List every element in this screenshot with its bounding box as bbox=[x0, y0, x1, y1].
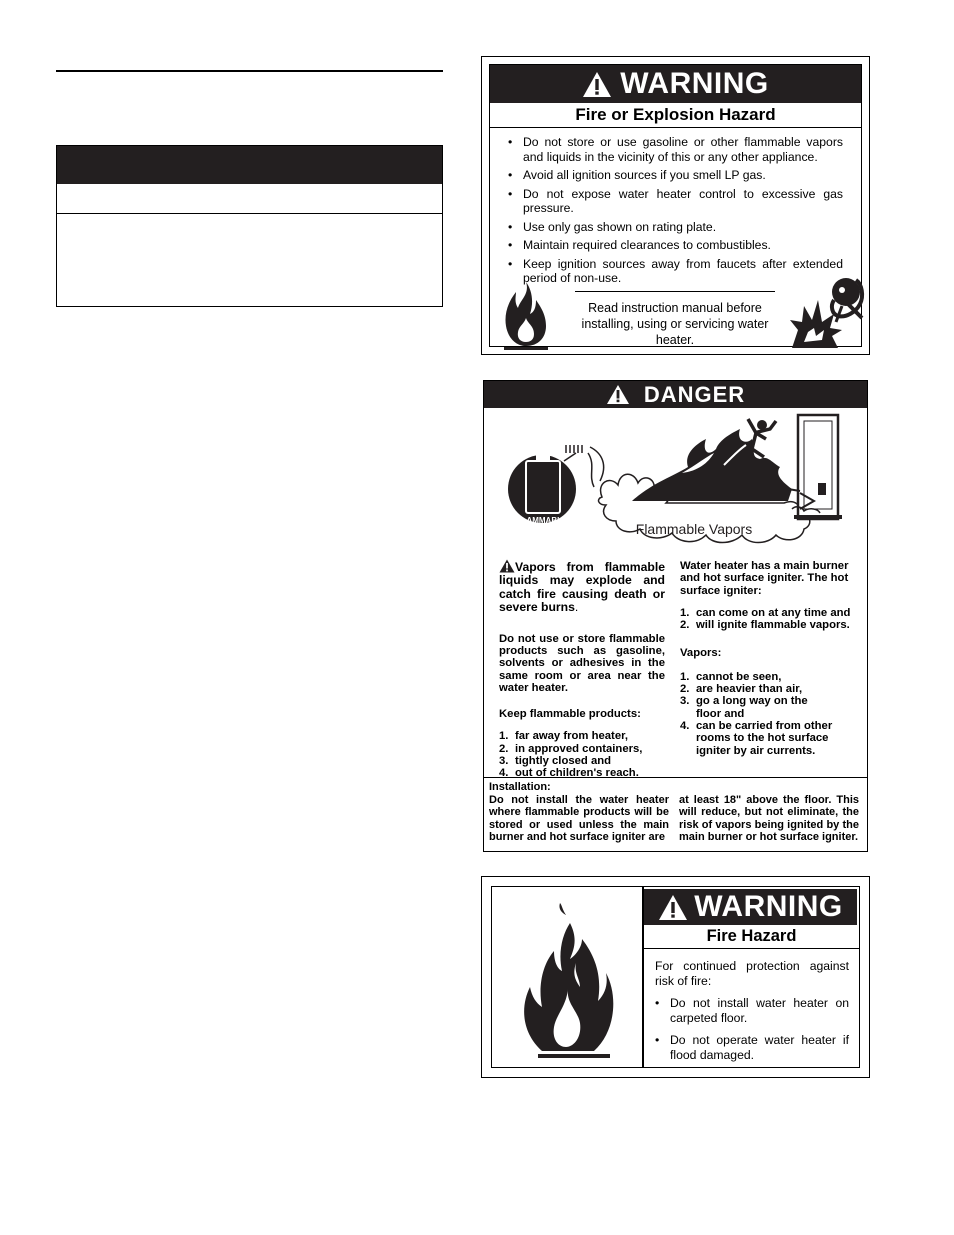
signal-bar bbox=[644, 889, 857, 925]
hazard-title: Fire or Explosion Hazard bbox=[490, 103, 861, 128]
warning-triangle-icon bbox=[582, 71, 612, 98]
danger-flammable-vapors-label bbox=[483, 380, 868, 852]
signal-word: WARNING bbox=[620, 67, 769, 100]
igniter-list bbox=[680, 607, 858, 632]
list-item: 1. cannot be seen, bbox=[680, 670, 782, 683]
danger-headline: Vapors from flammable liquids may explode and catch fire causing death or severe burns bbox=[499, 560, 665, 615]
explosion-person-icon bbox=[790, 270, 868, 350]
list-item: 4. can be carried from other rooms to the hot surface igniter by air currents. bbox=[680, 719, 833, 757]
left-box-header bbox=[57, 146, 442, 184]
installation-title: Installation: bbox=[489, 781, 551, 793]
signal-word: WARNING bbox=[694, 890, 843, 923]
flame-icon bbox=[500, 280, 552, 352]
warning-triangle-icon bbox=[499, 559, 515, 573]
signal-bar bbox=[490, 65, 861, 103]
vapors-list bbox=[680, 671, 858, 757]
warning-list bbox=[508, 135, 843, 290]
left-box-subheader bbox=[57, 184, 442, 214]
list-item: 1. can come on at any time and bbox=[680, 606, 851, 619]
list-item: 2. in approved containers, bbox=[499, 742, 643, 755]
igniter-intro: Water heater has a main burner and hot surface igniter. The hot surface igniter: bbox=[680, 560, 849, 597]
keep-list bbox=[499, 730, 665, 779]
installation-section bbox=[484, 777, 867, 851]
fire-hazard-intro: For continued protection against risk of fire: bbox=[655, 959, 849, 988]
installation-right-text: at least 18" above the floor. This will reduce, but not eliminate, the risk of vapors being ignited by the main burner or hot surface igniter. bbox=[679, 794, 859, 843]
warning-triangle-icon bbox=[606, 384, 630, 405]
danger-left-column bbox=[499, 559, 665, 780]
warning-fire-explosion-label bbox=[481, 56, 870, 355]
danger-right-column bbox=[680, 560, 858, 757]
list-item: 4. out of children's reach. bbox=[499, 767, 639, 780]
list-item: • Maintain required clearances to combustibles. bbox=[508, 238, 843, 253]
list-item: • Do not store or use gasoline or other flammable vapors and liquids in the vicinity of this or any other appliance. bbox=[508, 135, 843, 164]
storage-paragraph: Do not use or store flammable products such as gasoline, solvents or adhesives in the same room or area near the water heater. bbox=[499, 632, 665, 694]
list-item: • Keep ignition sources away from faucets after extended period of non-use. bbox=[508, 257, 843, 286]
danger-headline-end: . bbox=[574, 600, 579, 615]
list-item: 3. go a long way on the floor and bbox=[680, 695, 808, 720]
list-item: • Do not install water heater on carpeted floor. bbox=[655, 996, 849, 1025]
list-item: 3. tightly closed and bbox=[499, 755, 612, 767]
can-label: FLAMMABLE bbox=[516, 516, 568, 525]
left-info-box bbox=[56, 145, 443, 307]
section-rule bbox=[56, 70, 443, 72]
warning-triangle-icon bbox=[658, 894, 688, 921]
signal-bar bbox=[484, 381, 867, 408]
fire-hazard-list bbox=[655, 996, 849, 1062]
vapors-title: Vapors: bbox=[680, 647, 722, 660]
list-item: 1. far away from heater, bbox=[499, 730, 629, 743]
vapors-cloud-label: Flammable Vapors bbox=[635, 521, 753, 537]
list-item: • Use only gas shown on rating plate. bbox=[508, 220, 843, 235]
list-item: 2. will ignite flammable vapors. bbox=[680, 619, 850, 632]
hazard-title: Fire Hazard bbox=[644, 925, 859, 949]
flame-icon bbox=[518, 903, 618, 1063]
flammable-vapors-illustration bbox=[484, 409, 867, 549]
keep-title: Keep flammable products: bbox=[499, 708, 641, 721]
list-item: 2. are heavier than air, bbox=[680, 683, 803, 696]
installation-left-text: Do not install the water heater where flammable products will be stored or used unless the main burner and hot surface igniter are bbox=[489, 794, 669, 843]
list-item: • Do not expose water heater control to excessive gas pressure. bbox=[508, 187, 843, 216]
instruction-text: Read instruction manual before installing, using or servicing water heater. bbox=[581, 301, 769, 347]
instruction-rule bbox=[575, 291, 775, 292]
signal-word: DANGER bbox=[643, 381, 746, 407]
fire-hazard-body bbox=[655, 959, 849, 1070]
warning-fire-hazard-label bbox=[481, 876, 870, 1078]
list-item: • Avoid all ignition sources if you smell LP gas. bbox=[508, 168, 843, 183]
list-item: • Do not operate water heater if flood damaged. bbox=[655, 1033, 849, 1062]
